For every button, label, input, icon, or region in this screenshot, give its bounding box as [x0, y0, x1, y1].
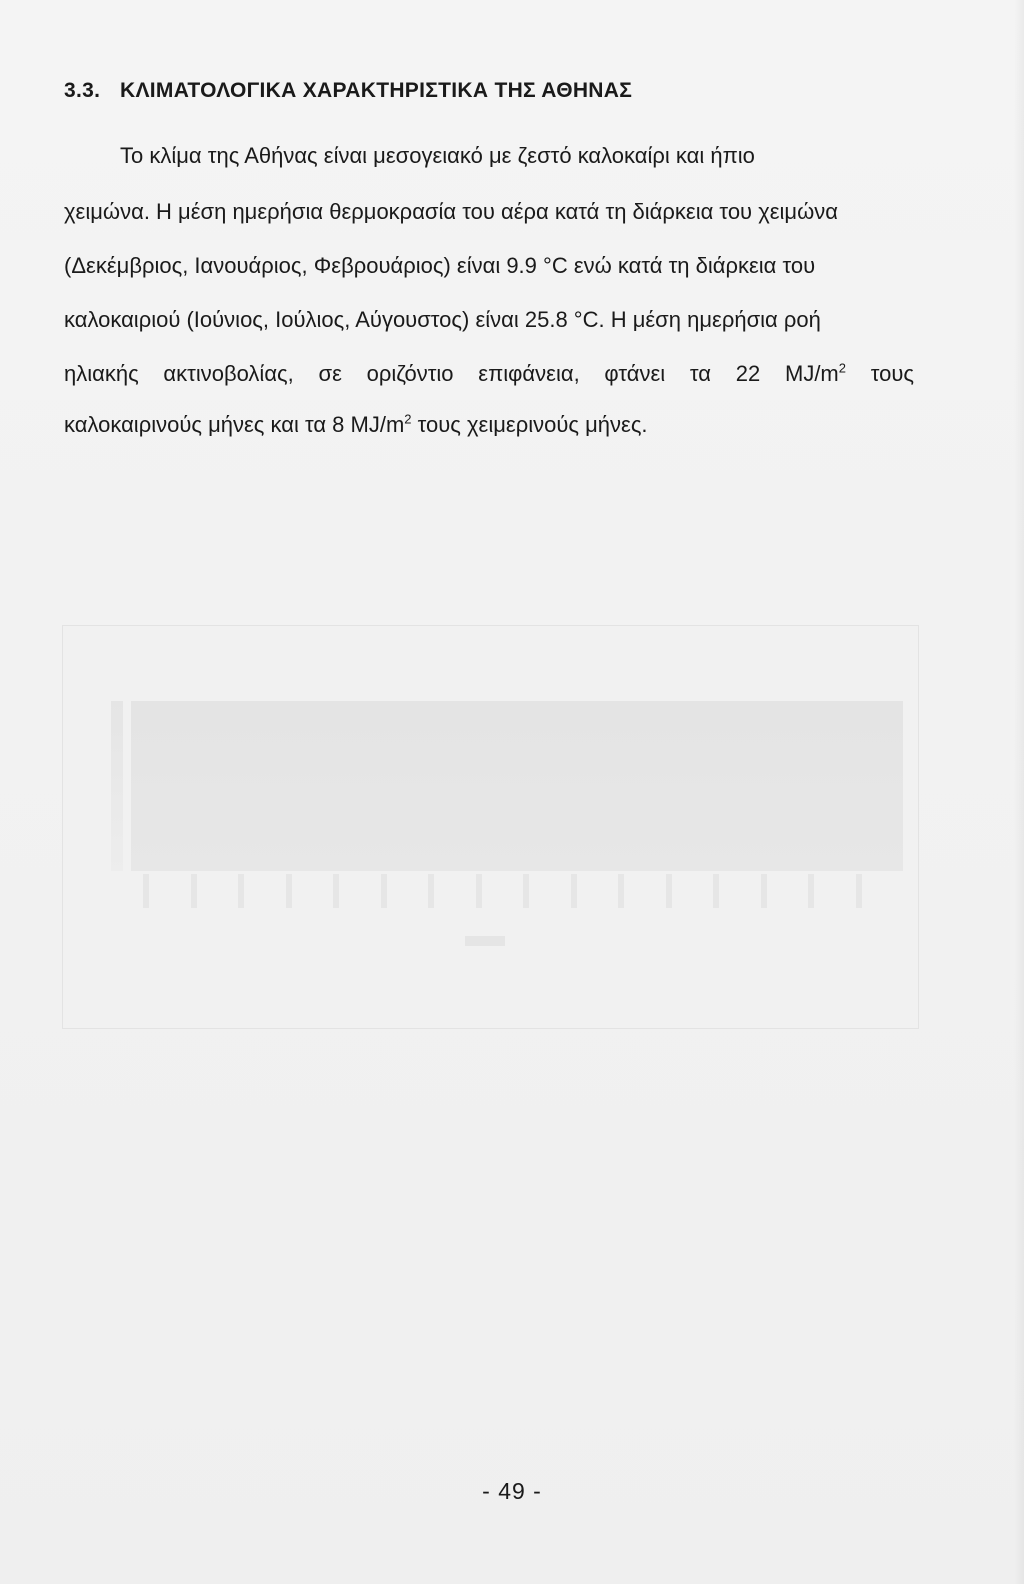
faded-tick — [476, 874, 482, 908]
faded-y-axis-labels — [111, 701, 123, 871]
faded-chart-plot — [131, 701, 903, 871]
faded-x-axis-label — [465, 936, 505, 946]
faded-tick — [143, 874, 149, 908]
faded-x-axis-ticks — [131, 874, 903, 954]
faded-tick — [618, 874, 624, 908]
paragraph-line-text: ηλιακής ακτινοβολίας, σε οριζόντιο επιφάνεια, φτάνει τα 22 MJ/m — [64, 361, 839, 386]
faded-tick — [381, 874, 387, 908]
section-title: ΚΛΙΜΑΤΟΛΟΓΙΚΑ ΧΑΡΑΚΤΗΡΙΣΤΙΚΑ ΤΗΣ ΑΘΗΝΑΣ — [120, 79, 633, 102]
faded-tick — [808, 874, 814, 908]
page-number: - 49 - — [482, 1478, 542, 1504]
superscript: 2 — [404, 411, 412, 427]
superscript: 2 — [838, 360, 846, 376]
faded-tick — [333, 874, 339, 908]
faded-tick — [238, 874, 244, 908]
paragraph-line: Το κλίμα της Αθήνας είναι μεσογειακό με ζεστό καλοκαίρι και ήπιο — [120, 143, 755, 168]
faded-tick — [856, 874, 862, 908]
paragraph-line — [64, 360, 914, 388]
paragraph-line — [64, 411, 914, 439]
paragraph-line-text: τους — [846, 361, 914, 386]
paragraph-line-text: καλοκαιρινούς μήνες και τα 8 MJ/m — [64, 412, 405, 437]
paragraph-line: (Δεκέμβριος, Ιανουάριος, Φεβρουάριος) είναι 9.9 °C ενώ κατά τη διάρκεια του — [64, 253, 816, 278]
paragraph-line: καλοκαιριού (Ιούνιος, Ιούλιος, Αύγουστος) είναι 25.8 °C. Η μέση ημερήσια ροή — [64, 307, 821, 332]
faded-tick — [761, 874, 767, 908]
paragraph-line-text: τους χειμερινούς μήνες. — [411, 412, 648, 437]
faded-tick — [523, 874, 529, 908]
faded-tick — [428, 874, 434, 908]
section-number: 3.3. — [64, 79, 101, 102]
faded-tick — [571, 874, 577, 908]
faded-tick — [286, 874, 292, 908]
faded-tick — [666, 874, 672, 908]
faded-tick — [713, 874, 719, 908]
faded-tick — [191, 874, 197, 908]
scan-edge-shadow — [1014, 0, 1024, 1584]
faded-chart-area — [62, 625, 919, 1029]
paragraph-line: χειμώνα. Η μέση ημερήσια θερμοκρασία του αέρα κατά τη διάρκεια του χειμώνα — [64, 199, 839, 224]
section-heading — [64, 79, 632, 103]
